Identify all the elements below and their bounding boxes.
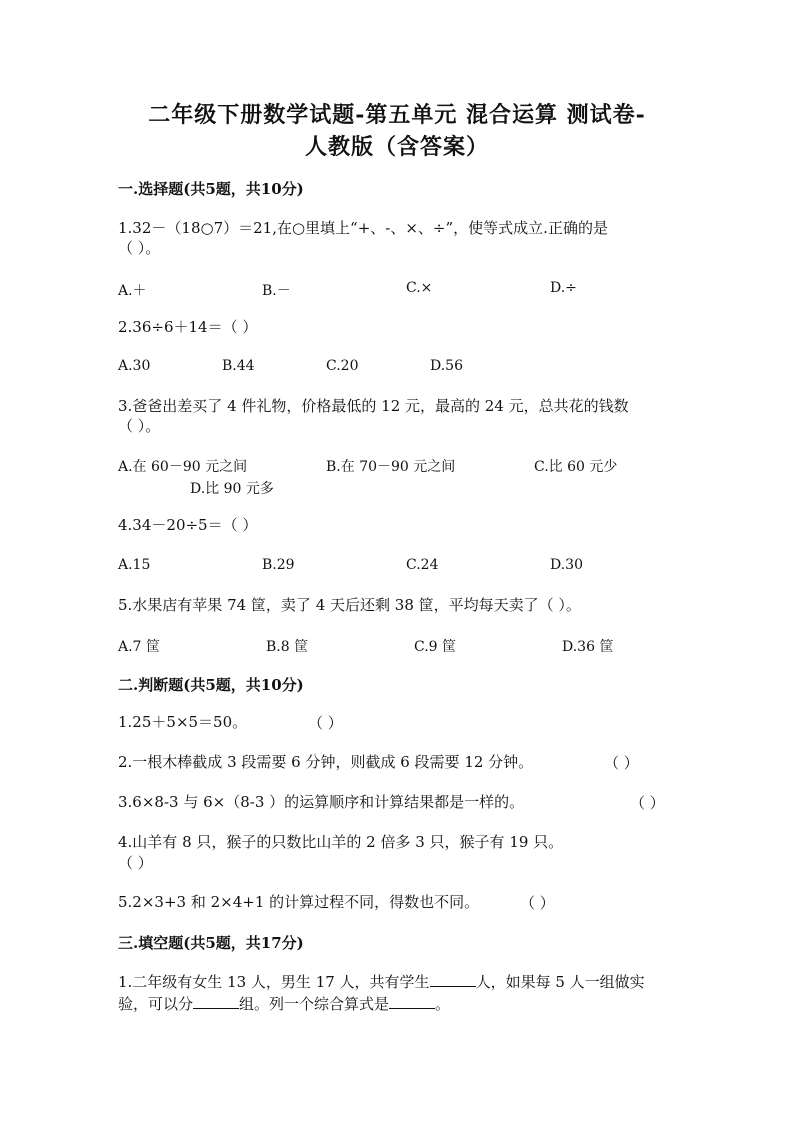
- option-c[interactable]: C.9 筐: [414, 639, 457, 655]
- question-text: 3.6×8-3 与 6×（8-3 ）的运算顺序和计算结果都是一样的。: [118, 793, 525, 811]
- option-b[interactable]: B.29: [262, 557, 295, 573]
- option-a[interactable]: A.30: [118, 358, 151, 374]
- option-a[interactable]: A.15: [118, 557, 151, 573]
- option-d[interactable]: D.÷: [550, 280, 577, 296]
- answer-blank[interactable]: [430, 972, 476, 987]
- option-c[interactable]: C.24: [406, 557, 439, 573]
- option-d[interactable]: D.36 筐: [562, 639, 614, 655]
- option-b[interactable]: B.8 筐: [266, 639, 309, 655]
- option-a[interactable]: A.在 60－90 元之间: [118, 459, 248, 475]
- answer-blank[interactable]: [389, 994, 435, 1009]
- option-d[interactable]: D.比 90 元多: [190, 481, 274, 497]
- fill-question-line1: [118, 972, 645, 992]
- answer-parenthesis[interactable]: （ ）: [630, 794, 665, 812]
- answer-parenthesis[interactable]: （ ）: [520, 894, 555, 912]
- answer-blank[interactable]: [193, 994, 239, 1009]
- section-heading-fill-blank: 三.填空题(共5题，共17分): [118, 934, 304, 952]
- question-text: 2.一根木棒截成 3 段需要 6 分钟，则截成 6 段需要 12 分钟。: [118, 753, 534, 771]
- answer-parenthesis[interactable]: （ ）: [604, 754, 639, 772]
- answer-parenthesis[interactable]: （ ）: [308, 714, 343, 732]
- answer-parenthesis[interactable]: （ ）: [118, 854, 153, 872]
- option-b[interactable]: B.在 70－90 元之间: [326, 459, 456, 475]
- fill-question-line2: [118, 994, 450, 1014]
- question-text: 。: [435, 995, 451, 1013]
- question-text: 验，可以分: [118, 995, 194, 1013]
- question-text: 4.34－20÷5＝（ ）: [118, 516, 258, 534]
- question-text: 1.32－（18○7）＝21,在○里填上“+、-、×、÷”，使等式成立.正确的是: [118, 219, 608, 237]
- option-d[interactable]: D.56: [430, 358, 463, 374]
- question-text: 1.二年级有女生 13 人，男生 17 人，共有学生: [118, 973, 430, 991]
- option-c[interactable]: C.20: [326, 358, 359, 374]
- question-text: 4.山羊有 8 只，猴子的只数比山羊的 2 倍多 3 只，猴子有 19 只。: [118, 833, 564, 851]
- option-a[interactable]: A.7 筐: [118, 639, 160, 655]
- question-text: 5.2×3+3 和 2×4+1 的计算过程不同，得数也不同。: [118, 893, 480, 911]
- option-b[interactable]: B.44: [222, 358, 255, 374]
- question-text: 3.爸爸出差买了 4 件礼物，价格最低的 12 元，最高的 24 元，总共花的钱数: [118, 397, 629, 415]
- question-text: 1.25＋5×5＝50。: [118, 713, 248, 731]
- question-text: 2.36÷6＋14＝（ ）: [118, 318, 258, 336]
- question-text: 人，如果每 5 人一组做实: [475, 973, 645, 991]
- document-title-line1: 二年级下册数学试题-第五单元 混合运算 测试卷-: [148, 102, 646, 128]
- question-text: 组。列一个综合算式是: [239, 995, 390, 1013]
- option-d[interactable]: D.30: [550, 557, 583, 573]
- answer-parenthesis: （ ）。: [118, 417, 161, 435]
- option-a[interactable]: A.＋: [118, 283, 147, 299]
- option-b[interactable]: B.－: [262, 283, 291, 299]
- section-heading-judgment: 二.判断题(共5题，共10分): [118, 676, 304, 694]
- document-title-line2: 人教版（含答案）: [304, 134, 489, 160]
- option-c[interactable]: C.比 60 元少: [534, 459, 618, 475]
- question-text: 5.水果店有苹果 74 筐，卖了 4 天后还剩 38 筐，平均每天卖了（ ）。: [118, 596, 581, 614]
- answer-parenthesis: （ ）。: [118, 239, 161, 257]
- section-heading-choice: 一.选择题(共5题，共10分): [118, 180, 304, 198]
- option-c[interactable]: C.×: [406, 280, 433, 296]
